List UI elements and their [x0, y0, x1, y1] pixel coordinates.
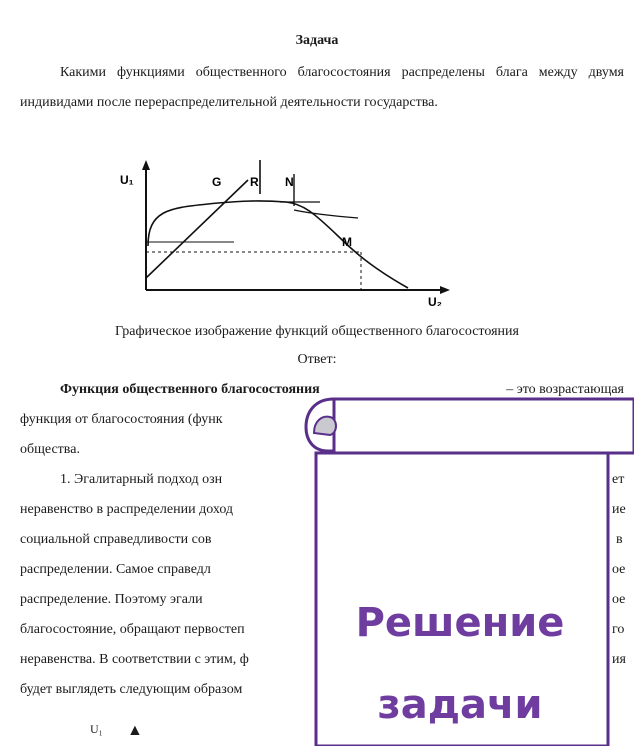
n-curve	[294, 210, 358, 218]
line-function: функция от благосостояния (функ	[20, 412, 223, 427]
line-item-2: неравенство в распределении доход	[20, 502, 234, 517]
bottom-axis-label: U₁	[90, 722, 103, 736]
tail-5: ое	[612, 592, 626, 607]
definition-rest: – это возрастающая	[506, 382, 624, 397]
line-item-5: распределение. Поэтому эгали	[20, 592, 203, 607]
bottom-axis-arrow-icon: ▲	[127, 722, 143, 739]
welfare-graph	[108, 156, 468, 306]
tail-1: ет	[612, 472, 625, 487]
line-item-3: социальной справедливости сов	[20, 532, 212, 547]
line-society: общества.	[20, 442, 80, 457]
banner-title-line-2: задачи	[377, 682, 543, 728]
y-axis-label: U₁	[120, 173, 134, 187]
line-item-4: распределении. Самое справедл	[20, 562, 211, 577]
answer-label: Ответ:	[297, 352, 337, 367]
line-item-1: 1. Эгалитарный подход озн	[60, 472, 223, 487]
label-n: N	[285, 175, 294, 189]
banner-title-line-1: Решение	[355, 600, 565, 646]
tail-4: ое	[612, 562, 626, 577]
tail-7: ия	[612, 652, 626, 667]
graph-caption: Графическое изображение функций общественного благосостояния	[115, 324, 519, 339]
y-axis-arrow	[142, 160, 150, 170]
x-axis-arrow	[440, 286, 450, 294]
welfare-curve	[148, 201, 408, 288]
question-text: Какими функциями общественного благосостояния распределены блага между двумя индивидами после перераспределительной деятельности государства.	[20, 65, 624, 110]
definition-term: Функция общественного благосостояния	[60, 382, 320, 397]
line-item-6: благосостояние, обращают первостеп	[20, 622, 245, 637]
doc-title: Задача	[295, 33, 339, 48]
x-axis-label: U₂	[428, 295, 442, 306]
line-item-8: будет выглядеть следующим образом	[20, 682, 243, 697]
label-r: R	[250, 175, 259, 189]
line-item-7: неравенства. В соответствии с этим, ф	[20, 652, 249, 667]
tail-2: ие	[612, 502, 626, 517]
tail-3: в	[616, 532, 623, 547]
label-m: M	[342, 235, 352, 249]
tail-6: го	[612, 622, 625, 637]
label-g: G	[212, 175, 222, 189]
g-line	[146, 180, 248, 278]
solution-banner[interactable]	[300, 393, 634, 746]
